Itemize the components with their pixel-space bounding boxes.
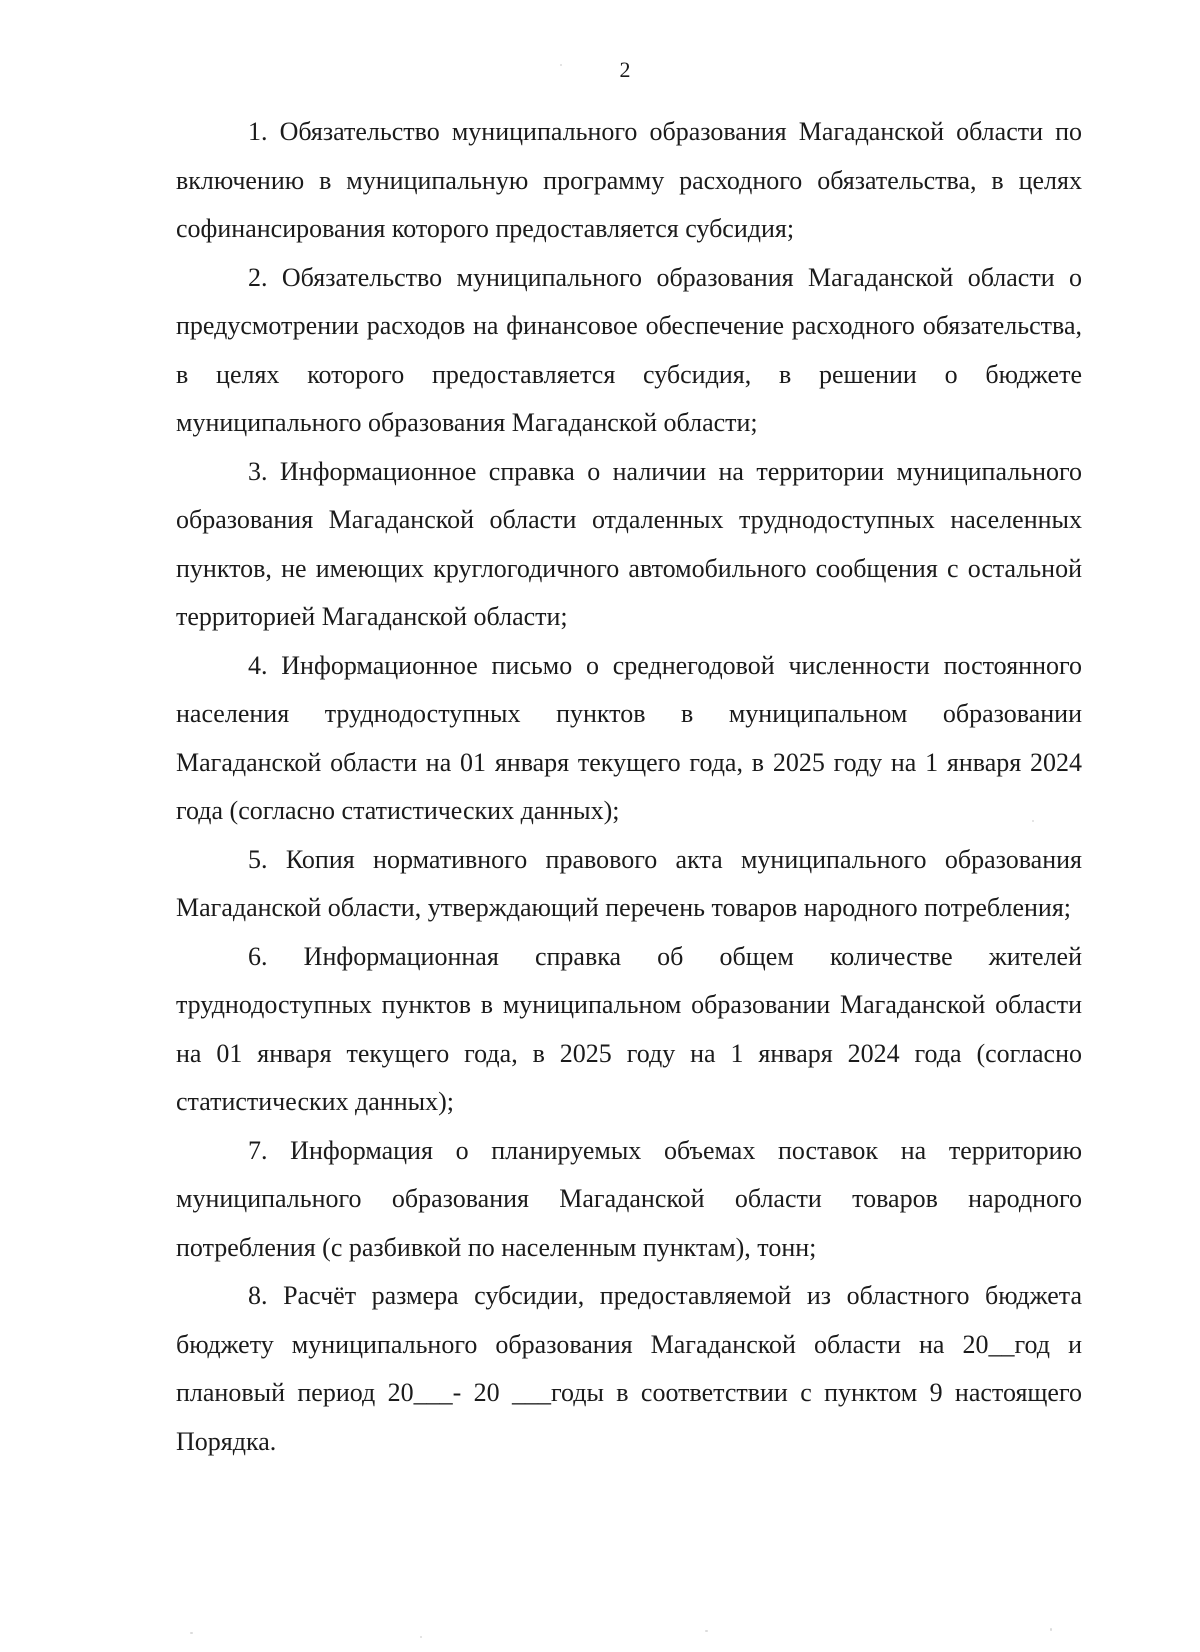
list-item	[176, 108, 1082, 254]
list-item	[176, 448, 1082, 642]
scan-speck	[705, 1630, 708, 1632]
list-item	[176, 1272, 1082, 1466]
list-item	[176, 254, 1082, 448]
item-text: Информация о планируемых объемах поставок на территорию муниципального образования Магаданской области товаров народного потребления (с разбивкой по населенным пунктам), тонн;	[176, 1135, 1083, 1262]
item-text: Расчёт размера субсидии, предоставляемой из областного бюджета бюджету муниципального образования Магаданской области на 20__год и плановый период 20___- 20 ___годы в соответствии с пунктом 9 настоящего Порядка.	[176, 1281, 1083, 1456]
item-text: Обязательство муниципального образования Магаданской области о предусмотрении расходов на финансовое обеспечение расходного обязательства, в целях которого предоставляется субсидия, в решении о бюджете муниципального образования Магаданской области;	[176, 262, 1082, 437]
item-number: 8.	[248, 1281, 268, 1310]
item-number: 5.	[248, 844, 268, 874]
item-text: Обязательство муниципального образования Магаданской области по включению в муниципальную программу расходного обязательства, в целях софинансирования которого предоставляется субсидия;	[176, 117, 1082, 243]
document-body	[176, 108, 1082, 1466]
list-item	[176, 642, 1082, 836]
item-number: 3.	[248, 456, 268, 486]
scan-speck	[190, 1632, 193, 1634]
item-text: Информационная справка об общем количестве жителей труднодоступных пунктов в муниципальном образовании Магаданской области на 01 января текущего года, в 2025 году на 1 января 2024 года (согласно статистических данных);	[176, 941, 1083, 1116]
item-text: Информационное письмо о среднегодовой численности постоянного населения труднодоступных пунктов в муниципальном образовании Магаданской области на 01 января текущего года, в 2025 году на 1 января 2024 года (согласно статистических данных);	[176, 650, 1082, 825]
list-item	[176, 836, 1082, 933]
item-number: 4.	[248, 650, 268, 680]
scan-speck	[420, 1636, 422, 1638]
list-item	[176, 933, 1082, 1127]
list-item	[176, 1127, 1082, 1273]
item-number: 6.	[248, 941, 268, 971]
item-number: 1.	[248, 117, 268, 146]
scan-speck	[1050, 1628, 1052, 1631]
item-text: Копия нормативного правового акта муниципального образования Магаданской области, утверждающий перечень товаров народного потребления;	[176, 844, 1083, 922]
scan-speck	[1032, 820, 1034, 822]
item-number: 2.	[248, 262, 268, 292]
page-number: 2	[619, 57, 631, 82]
item-text: Информационное справка о наличии на территории муниципального образования Магаданской области отдаленных труднодоступных населенных пунктов, не имеющих круглогодичного автомобильного сообщения с остальной территорией Магаданской области;	[176, 456, 1083, 631]
scan-speck	[560, 64, 562, 66]
item-number: 7.	[248, 1135, 268, 1165]
